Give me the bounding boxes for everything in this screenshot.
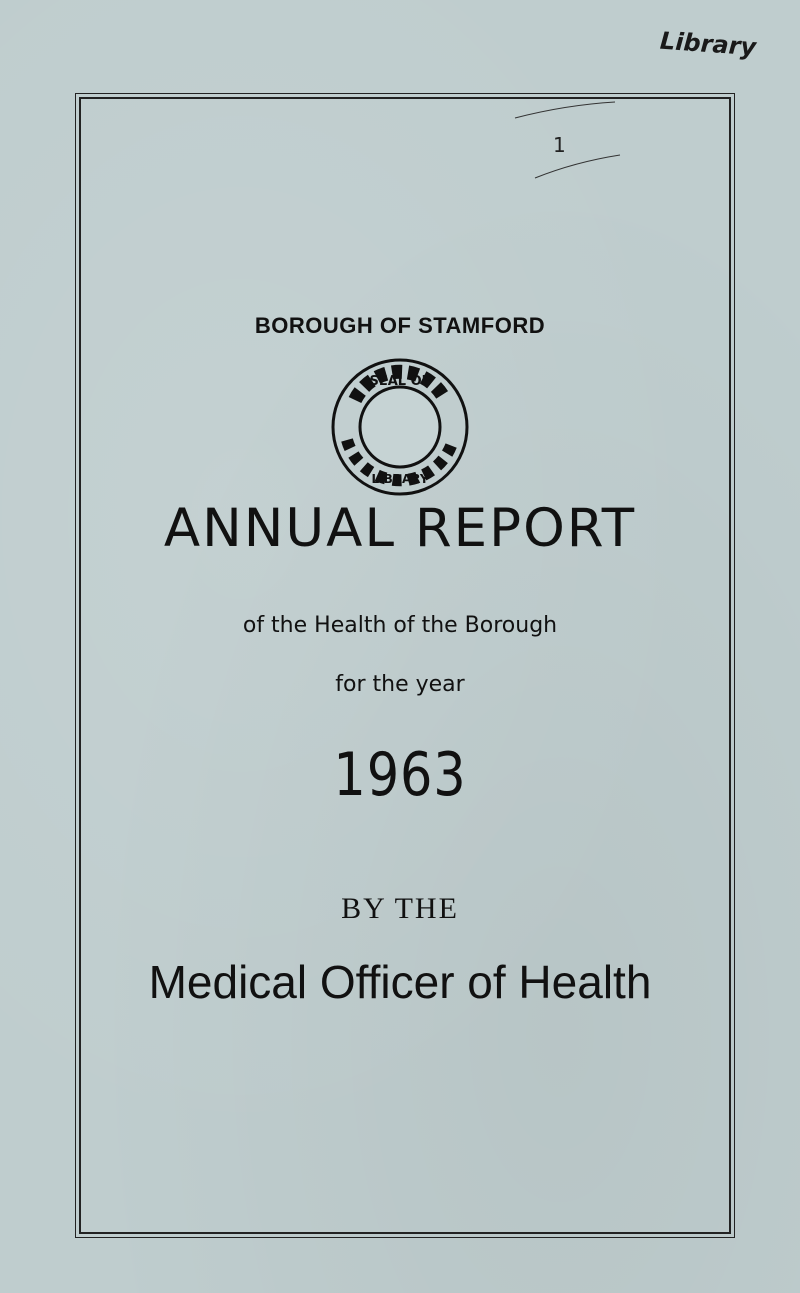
pencil-number: 1 [553,133,566,157]
borough-crest-icon [325,355,475,500]
cover-border-frame [75,93,735,1238]
report-title: ANNUAL REPORT [163,498,637,559]
pencil-mark [505,100,625,190]
by-the-label: BY THE [341,892,459,925]
crest-top-text: SEAL OF [369,374,431,389]
cover-border-inner [79,97,731,1234]
report-subtitle: of the Health of the Borough [242,613,558,638]
library-stamp: Library [659,26,758,62]
borough-heading: BOROUGH OF STAMFORD [254,313,546,338]
report-year: 1963 [333,740,467,810]
crest-bottom-text: LIBRARY [371,472,429,486]
author-title: Medical Officer of Health [148,956,652,1008]
for-the-year-label: for the year [335,672,465,697]
